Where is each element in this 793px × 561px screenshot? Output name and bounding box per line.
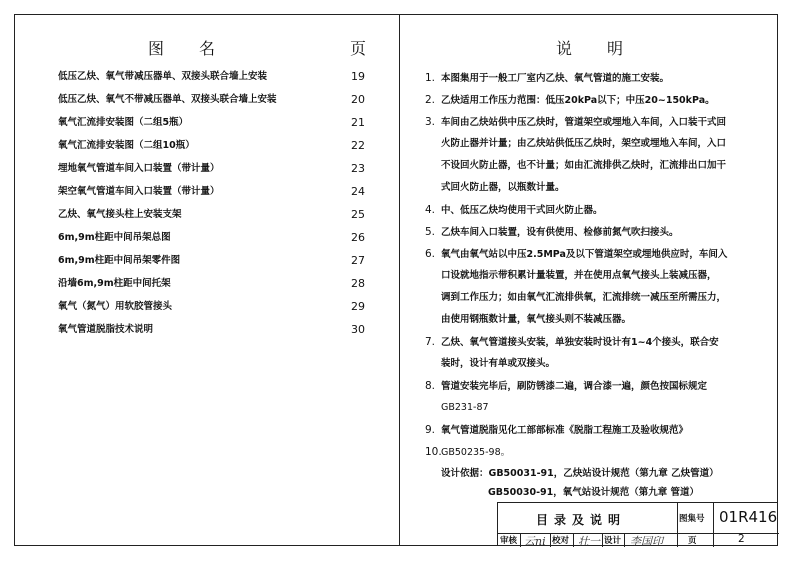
note-line [441,265,786,287]
note-line [441,133,786,155]
note-number: 1. [425,72,436,84]
title-block [497,502,778,546]
index-row-page: 21 [351,116,365,129]
note-text: 装时，设计有单或双接头。 [441,358,556,369]
index-row-page: 29 [351,300,365,313]
check-signature: 壮一 [578,535,600,548]
note-line [441,397,786,419]
note-number: 3. [425,116,436,128]
index-row-title: 6m,9m柱距中间吊架零件图 [58,255,181,266]
index-row[interactable] [58,183,378,201]
note-number: 5. [425,226,436,238]
note-line [425,441,770,464]
note-text: 乙炔适用工作压力范围：低压20kPa以下；中压20~150kPa。 [441,95,715,106]
note-line [441,353,786,375]
index-row[interactable] [58,137,378,155]
note-number: 6. [425,248,436,260]
index-row-page: 26 [351,231,365,244]
note-line [425,243,770,266]
index-row-page: 25 [351,208,365,221]
index-row-title: 沿墙6m,9m柱距中间托架 [58,278,171,289]
note-text: GB231-87 [441,402,489,413]
note-line [425,67,770,90]
index-row[interactable] [58,252,378,270]
note-number: 2. [425,94,436,106]
note-text: 由使用钢瓶数计量，氧气接头则不装减压器。 [441,314,632,325]
index-row-title: 埋地氧气管道车间入口装置（带计量） [58,163,220,174]
atlas-number-label: 图集号 [679,514,705,524]
title-block-divider [677,503,678,547]
design-basis-line [488,482,698,504]
index-header-page: 页 [350,39,368,58]
note-line [425,89,770,112]
note-number: 8. [425,380,436,392]
note-text: 火防止器并计量；由乙炔站供低压乙炔时，架空或埋地入车间，入口 [441,138,727,149]
note-text: 本图集用于一般工厂室内乙炔、氧气管道的施工安装。 [441,73,670,84]
index-row-page: 28 [351,277,365,290]
index-row-title: 氧气汇流排安装图（二组5瓶） [58,117,189,128]
index-row[interactable] [58,114,378,132]
note-line [425,375,770,398]
index-row-page: 23 [351,162,365,175]
note-line [425,199,770,222]
index-row-title: 低压乙炔、氧气不带减压器单、双接头联合墙上安装 [58,94,277,105]
title-block-divider [602,533,603,547]
title-block-divider [624,533,625,547]
index-row-title: 架空氧气管道车间入口装置（带计量） [58,186,220,197]
atlas-number: 01R416 [719,508,778,526]
index-row-page: 19 [351,70,365,83]
review-label: 审核 [500,536,518,546]
note-text: 中、低压乙炔均使用干式回火防止器。 [441,205,603,216]
note-text: 氧气由氧气站以中压2.5MPa及以下管道架空或埋地供应时，车间入 [441,249,728,260]
index-row-title: 氧气汇流排安装图（二组10瓶） [58,140,195,151]
note-text: 式回火防止器，以瓶数计量。 [441,182,565,193]
index-row-title: 低压乙炔、氧气带减压器单、双接头联合墙上安装 [58,71,268,82]
index-row-page: 22 [351,139,365,152]
note-text: 氧气管道脱脂见化工部部标准《脱脂工程施工及验收规范》 [441,425,689,436]
index-row-title: 氧气（氮气）用软胶管接头 [58,301,173,312]
title-block-divider [550,533,551,547]
check-label: 校对 [552,536,570,546]
note-line [425,331,770,354]
index-row[interactable] [58,206,378,224]
index-row-page: 30 [351,323,365,336]
title-block-divider [713,503,714,547]
index-row[interactable] [58,275,378,293]
note-line [441,177,786,199]
note-number: 9. [425,424,436,436]
note-line [425,111,770,134]
review-signature: 云ni [524,535,546,548]
column-divider [399,14,400,546]
note-text: 管道安装完毕后，刷防锈漆二遍，调合漆一遍，颜色按国标规定 [441,381,708,392]
index-row[interactable] [58,160,378,178]
title-block-divider [520,533,521,547]
note-text: 不设回火防止器，也不计量；如由汇流排供乙炔时，汇流排出口加干 [441,160,727,171]
index-header-title: 图 名 [148,39,217,58]
index-row-page: 20 [351,93,365,106]
page-number: 2 [738,533,745,545]
index-row[interactable] [58,321,378,339]
note-number: 4. [425,204,436,216]
note-line [441,155,786,177]
note-text: 乙炔、氧气管道接头安装，单独安装时设计有1~4个接头，联合安 [441,337,719,348]
drawing-title: 目录及说明 [536,513,627,527]
design-label: 设计 [604,536,622,546]
note-text: 乙炔车间入口装置，设有供使用、检修前氮气吹扫接头。 [441,227,679,238]
index-row-title: 氧气管道脱脂技术说明 [58,324,154,335]
note-line [425,419,770,442]
notes-header-title: 说 明 [556,39,625,58]
index-row-title: 乙炔、氧气接头柱上安装支架 [58,209,182,220]
index-row[interactable] [58,298,378,316]
design-signature: 李国印 [630,535,663,548]
index-row[interactable] [58,91,378,109]
design-basis-text: GB50031-91，乙炔站设计规范（第九章 乙炔管道） [488,468,719,479]
index-row[interactable] [58,68,378,86]
note-text: GB50235-98。 [441,447,511,458]
index-row-page: 24 [351,185,365,198]
note-line [441,309,786,331]
index-row-title: 6m,9m柱距中间吊架总图 [58,232,171,243]
note-line [425,221,770,244]
index-row[interactable] [58,229,378,247]
note-line [441,287,786,309]
design-basis-label: 设计依据： [441,468,489,479]
note-text: 车间由乙炔站供中压乙炔时，管道架空或埋地入车间，入口装干式回 [441,117,727,128]
design-basis-text: GB50030-91，氧气站设计规范（第九章 管道） [488,487,700,498]
page-label: 页 [688,536,697,546]
note-text: 调到工作压力；如由氧气汇流排供氧，汇流排统一减压至所需压力， [441,292,727,303]
title-block-divider [573,533,574,547]
note-text: 口设就地指示带积累计量装置，并在使用点氧气接头上装减压器， [441,270,717,281]
note-number: 7. [425,336,436,348]
note-number: 10. [425,446,442,458]
index-row-page: 27 [351,254,365,267]
